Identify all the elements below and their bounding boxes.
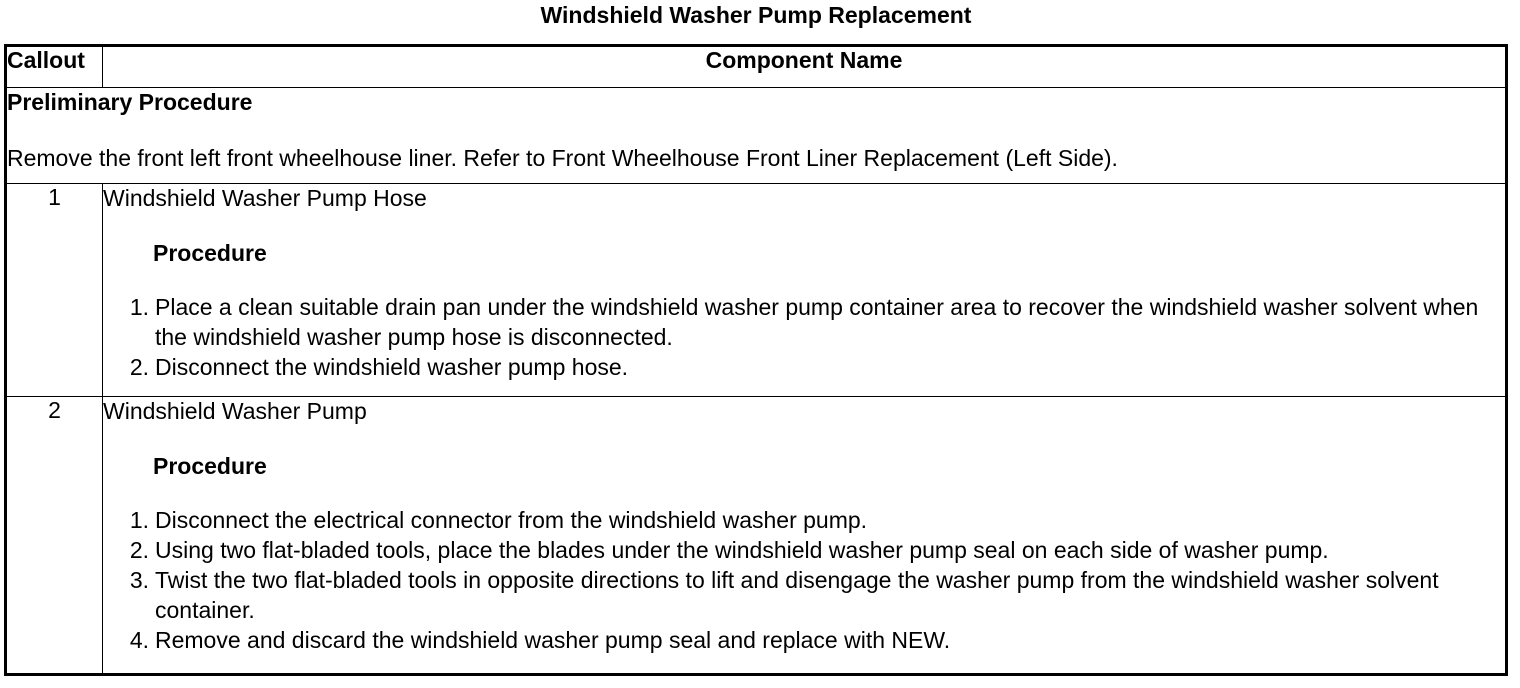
step-number: 3. bbox=[129, 567, 149, 593]
step-text: Twist the two flat-bladed tools in opposite directions to lift and disengage the washer pump from the windshield washer solvent container. bbox=[155, 567, 1439, 623]
step-number: 2. bbox=[129, 354, 149, 380]
column-header-callout: Callout bbox=[6, 46, 103, 88]
list-item bbox=[129, 352, 1505, 382]
step-text: Disconnect the windshield washer pump hose. bbox=[155, 354, 629, 380]
preliminary-row bbox=[6, 88, 1507, 184]
table-row bbox=[6, 184, 1507, 397]
callout-cell: 1 bbox=[6, 184, 103, 397]
procedure-table bbox=[4, 44, 1508, 676]
component-name: Windshield Washer Pump bbox=[103, 398, 367, 424]
column-header-component-name: Component Name bbox=[103, 46, 1507, 88]
table-row bbox=[6, 397, 1507, 675]
list-item bbox=[129, 292, 1505, 352]
step-text: Remove and discard the windshield washer pump seal and replace with NEW. bbox=[155, 627, 951, 653]
step-text: Using two flat-bladed tools, place the blades under the windshield washer pump seal on each side of washer pump. bbox=[155, 537, 1329, 563]
procedure-heading: Procedure bbox=[153, 453, 267, 479]
step-number: 1. bbox=[129, 294, 149, 320]
component-name: Windshield Washer Pump Hose bbox=[103, 185, 427, 211]
list-item bbox=[129, 565, 1505, 625]
preliminary-heading: Preliminary Procedure bbox=[7, 89, 253, 115]
list-item bbox=[129, 625, 1505, 655]
preliminary-text: Remove the front left front wheelhouse liner. Refer to Front Wheelhouse Front Liner Replacement (Left Side). bbox=[7, 145, 1118, 171]
procedure-heading: Procedure bbox=[153, 240, 267, 266]
table-header-row bbox=[6, 46, 1507, 88]
step-number: 1. bbox=[129, 507, 149, 533]
callout-cell: 2 bbox=[6, 397, 103, 675]
list-item bbox=[129, 505, 1505, 535]
step-number: 4. bbox=[129, 627, 149, 653]
page-title: Windshield Washer Pump Replacement bbox=[540, 2, 972, 28]
component-cell bbox=[103, 184, 1507, 397]
list-item bbox=[129, 535, 1505, 565]
component-cell bbox=[103, 397, 1507, 675]
step-number: 2. bbox=[129, 537, 149, 563]
procedure-steps bbox=[103, 292, 1505, 382]
preliminary-cell bbox=[6, 88, 1507, 184]
step-text: Place a clean suitable drain pan under the windshield washer pump container area to recover the windshield washer solvent when the windshield washer pump hose is disconnected. bbox=[155, 294, 1479, 350]
step-text: Disconnect the electrical connector from the windshield washer pump. bbox=[155, 507, 868, 533]
procedure-steps bbox=[103, 505, 1505, 655]
